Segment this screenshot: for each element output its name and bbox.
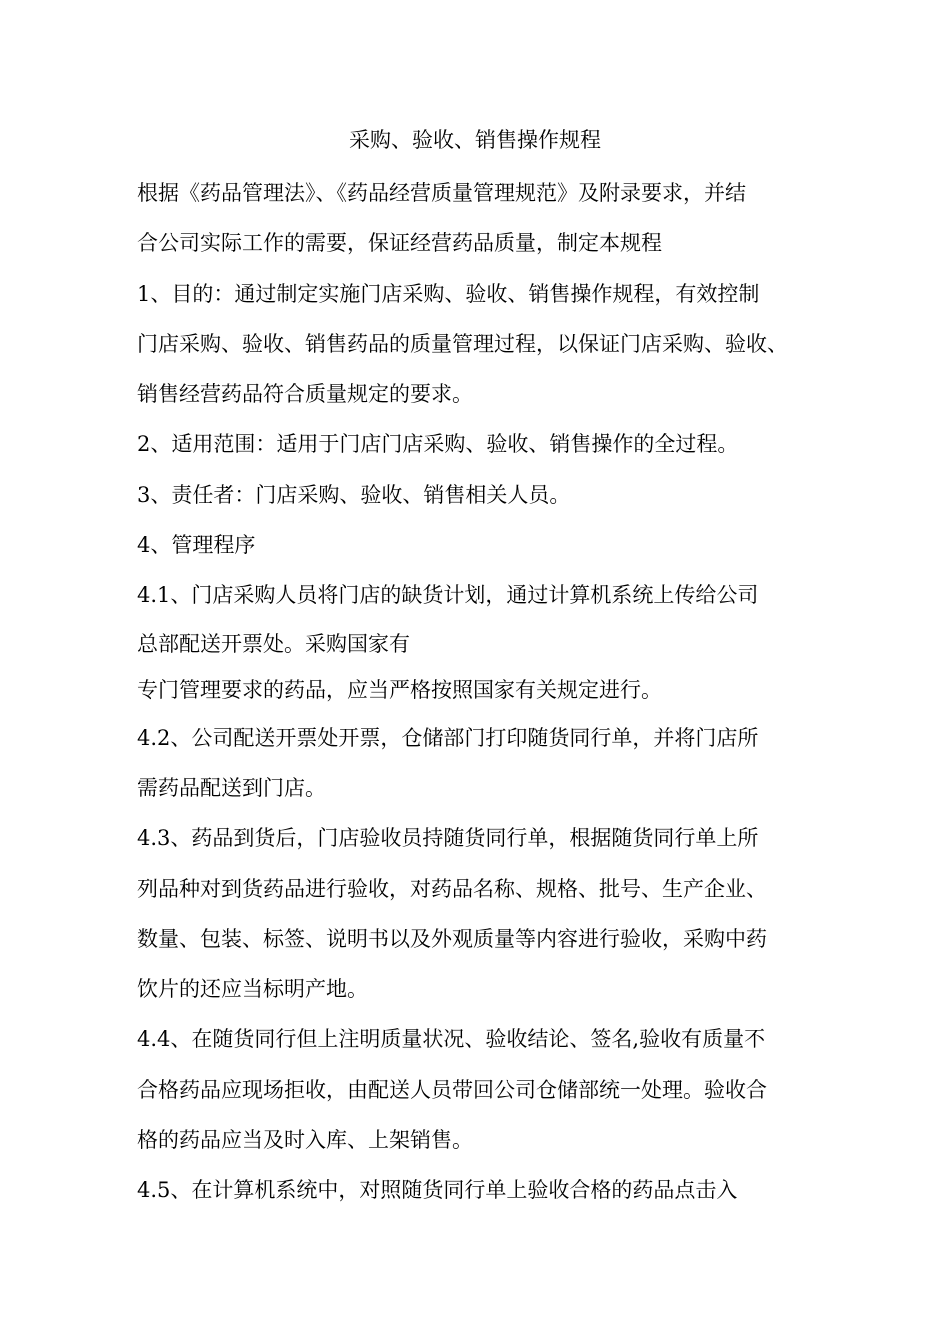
body-line: 4、管理程序 [137,533,256,558]
body-line: 格的药品应当及时入库、上架销售。 [137,1128,473,1153]
body-line: 饮片的还应当标明产地。 [137,977,368,1002]
body-line: 1、目的：通过制定实施门店采购、验收、销售操作规程，有效控制 [137,281,760,306]
body-line: 4.5、在计算机系统中，对照随货同行单上验收合格的药品点击入 [137,1178,738,1203]
body-line: 总部配送开票处。采购国家有 [137,631,410,656]
body-line: 门店采购、验收、销售药品的质量管理过程，以保证门店采购、验收、 [137,331,788,356]
body-line: 2、适用范围：适用于门店门店采购、验收、销售操作的全过程。 [137,432,739,457]
body-line: 合公司实际工作的需要，保证经营药品质量，制定本规程 [137,231,662,256]
body-line: 4.3、药品到货后，门店验收员持随货同行单，根据随货同行单上所 [137,826,759,851]
body-line: 根据《药品管理法》、《药品经营质量管理规范》及附录要求，并结 [137,181,746,205]
body-line: 4.1、门店采购人员将门店的缺货计划，通过计算机系统上传给公司 [137,583,759,608]
document-body [137,168,837,1216]
body-line: 4.4、在随货同行但上注明质量状况、验收结论、签名,验收有质量不 [137,1027,766,1052]
body-line: 需药品配送到门店。 [137,775,326,800]
body-line: 数量、包装、标签、说明书以及外观质量等内容进行验收，采购中药 [137,926,767,951]
body-line: 销售经营药品符合质量规定的要求。 [137,382,473,407]
body-line: 3、责任者：门店采购、验收、销售相关人员。 [137,482,571,507]
document-title: 采购、验收、销售操作规程 [349,128,601,152]
body-line: 专门管理要求的药品，应当严格按照国家有关规定进行。 [137,677,662,702]
body-line: 4.2、公司配送开票处开票，仓储部门打印随货同行单，并将门店所 [137,725,759,750]
body-line: 合格药品应现场拒收，由配送人员带回公司仓储部统一处理。验收合 [137,1077,767,1102]
body-line: 列品种对到货药品进行验收，对药品名称、规格、批号、生产企业、 [137,876,767,901]
